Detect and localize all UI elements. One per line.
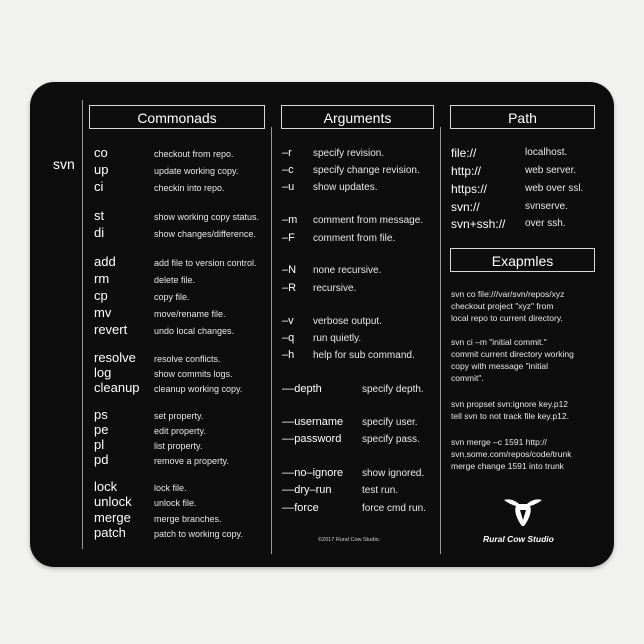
command-desc: delete file. [154, 275, 196, 285]
path-desc: svnserve. [525, 201, 568, 212]
argument-flag: ––depth [282, 383, 322, 395]
example-line: svn co file:///var/svn/repos/xyz [451, 289, 565, 299]
argument-desc: specify depth. [362, 384, 424, 395]
command-name: st [94, 208, 105, 223]
argument-flag: ––password [282, 433, 342, 445]
command-desc: merge branches. [154, 514, 222, 524]
command-name: patch [94, 525, 126, 540]
argument-desc: none recursive. [313, 265, 382, 276]
logo-text: Rural Cow Studio [483, 534, 554, 544]
command-name: revert [94, 322, 128, 337]
example-line: checkout project "xyz" from [451, 301, 554, 311]
argument-desc: comment from file. [313, 233, 396, 244]
argument-desc: show ignored. [362, 468, 425, 479]
examples-header: Exapmles [450, 248, 595, 272]
command-name: cp [94, 288, 108, 303]
argument-flag: ––dry–run [282, 484, 332, 496]
path-protocol: file:// [451, 146, 477, 160]
example-line: copy with message "initial [451, 361, 549, 371]
path-desc: localhost. [525, 147, 568, 158]
argument-flag: ––force [282, 502, 319, 514]
command-name: resolve [94, 350, 136, 365]
command-desc: unlock file. [154, 498, 197, 508]
command-name: add [94, 254, 116, 269]
command-name: ci [94, 179, 104, 194]
command-desc: undo local changes. [154, 326, 235, 336]
command-desc: move/rename file. [154, 309, 226, 319]
command-desc: update working copy. [154, 166, 239, 176]
example-line: tell svn to not track file key.p12. [451, 411, 569, 421]
mousepad [30, 82, 614, 567]
path-protocol: http:// [451, 164, 482, 178]
command-name: log [94, 365, 112, 380]
command-desc: show working copy status. [154, 212, 260, 222]
example-line: svn propset svn:ignore key.p12 [451, 399, 569, 409]
arguments-header: Arguments [281, 105, 434, 129]
command-desc: lock file. [154, 483, 187, 493]
example-line: commit current directory working [451, 349, 574, 359]
command-name: rm [94, 271, 110, 286]
argument-desc: specify user. [362, 417, 418, 428]
path-desc: web over ssl. [525, 183, 584, 194]
path-desc: web server. [525, 165, 577, 176]
command-desc: checkin into repo. [154, 183, 225, 193]
command-name: co [94, 145, 108, 160]
command-name: ps [94, 407, 108, 422]
command-desc: patch to working copy. [154, 529, 243, 539]
command-desc: set property. [154, 411, 204, 421]
command-name: mv [94, 305, 112, 320]
command-name: merge [94, 510, 131, 525]
divider-left [82, 100, 83, 549]
path-protocol: svn:// [451, 200, 480, 214]
command-desc: add file to version control. [154, 258, 257, 268]
command-name: up [94, 162, 109, 177]
argument-flag: ––username [282, 416, 344, 428]
path-desc: over ssh. [525, 218, 566, 229]
command-name: pe [94, 422, 109, 437]
example-line: local repo to current directory. [451, 313, 563, 323]
argument-flag: ––no–ignore [282, 467, 344, 479]
argument-desc: test run. [362, 485, 399, 496]
example-line: commit". [451, 373, 484, 383]
commands-header: Commonads [89, 105, 265, 129]
example-line: svn merge –c 1591 http:// [451, 437, 547, 447]
copyright: ©2017 Rural Cow Studio. [318, 537, 381, 543]
argument-flag: –F [282, 232, 295, 244]
cow-logo-icon [502, 496, 544, 532]
command-name: pl [94, 437, 105, 452]
example-line: merge change 1591 into trunk [451, 461, 564, 471]
argument-desc: show updates. [313, 182, 378, 193]
command-desc: checkout from repo. [154, 149, 234, 159]
argument-flag: –u [282, 181, 295, 193]
path-protocol: https:// [451, 182, 488, 196]
command-name: cleanup [94, 380, 140, 395]
argument-flag: –N [282, 264, 297, 276]
argument-flag: –m [282, 214, 298, 226]
command-desc: list property. [154, 441, 203, 451]
argument-desc: run quietly. [313, 333, 362, 344]
argument-flag: –r [282, 147, 292, 159]
argument-desc: specify revision. [313, 148, 385, 159]
path-protocol: svn+ssh:// [451, 217, 506, 231]
command-desc: cleanup working copy. [154, 384, 243, 394]
argument-flag: –v [282, 315, 294, 327]
argument-flag: –q [282, 332, 295, 344]
command-name: unlock [94, 494, 132, 509]
path-header: Path [450, 105, 595, 129]
divider-right [440, 127, 441, 554]
argument-desc: specify change revision. [313, 165, 420, 176]
argument-flag: –h [282, 349, 295, 361]
argument-desc: specify pass. [362, 434, 420, 445]
argument-desc: comment from message. [313, 215, 424, 226]
command-desc: resolve conflicts. [154, 354, 221, 364]
command-desc: edit property. [154, 426, 206, 436]
argument-desc: force cmd run. [362, 503, 426, 514]
command-name: pd [94, 452, 109, 467]
argument-desc: help for sub command. [313, 350, 415, 361]
argument-flag: –c [282, 164, 294, 176]
example-line: svn ci –m "initial commit." [451, 337, 547, 347]
divider-middle [271, 127, 272, 554]
svn-label: svn [53, 156, 75, 172]
argument-desc: recursive. [313, 283, 357, 294]
argument-flag: –R [282, 282, 297, 294]
command-desc: copy file. [154, 292, 190, 302]
command-desc: show changes/difference. [154, 229, 256, 239]
command-name: di [94, 225, 105, 240]
example-line: svn.some.com/repos/code/trunk [451, 449, 572, 459]
command-desc: show commits logs. [154, 369, 233, 379]
command-name: lock [94, 479, 118, 494]
command-desc: remove a property. [154, 456, 229, 466]
argument-desc: verbose output. [313, 316, 382, 327]
